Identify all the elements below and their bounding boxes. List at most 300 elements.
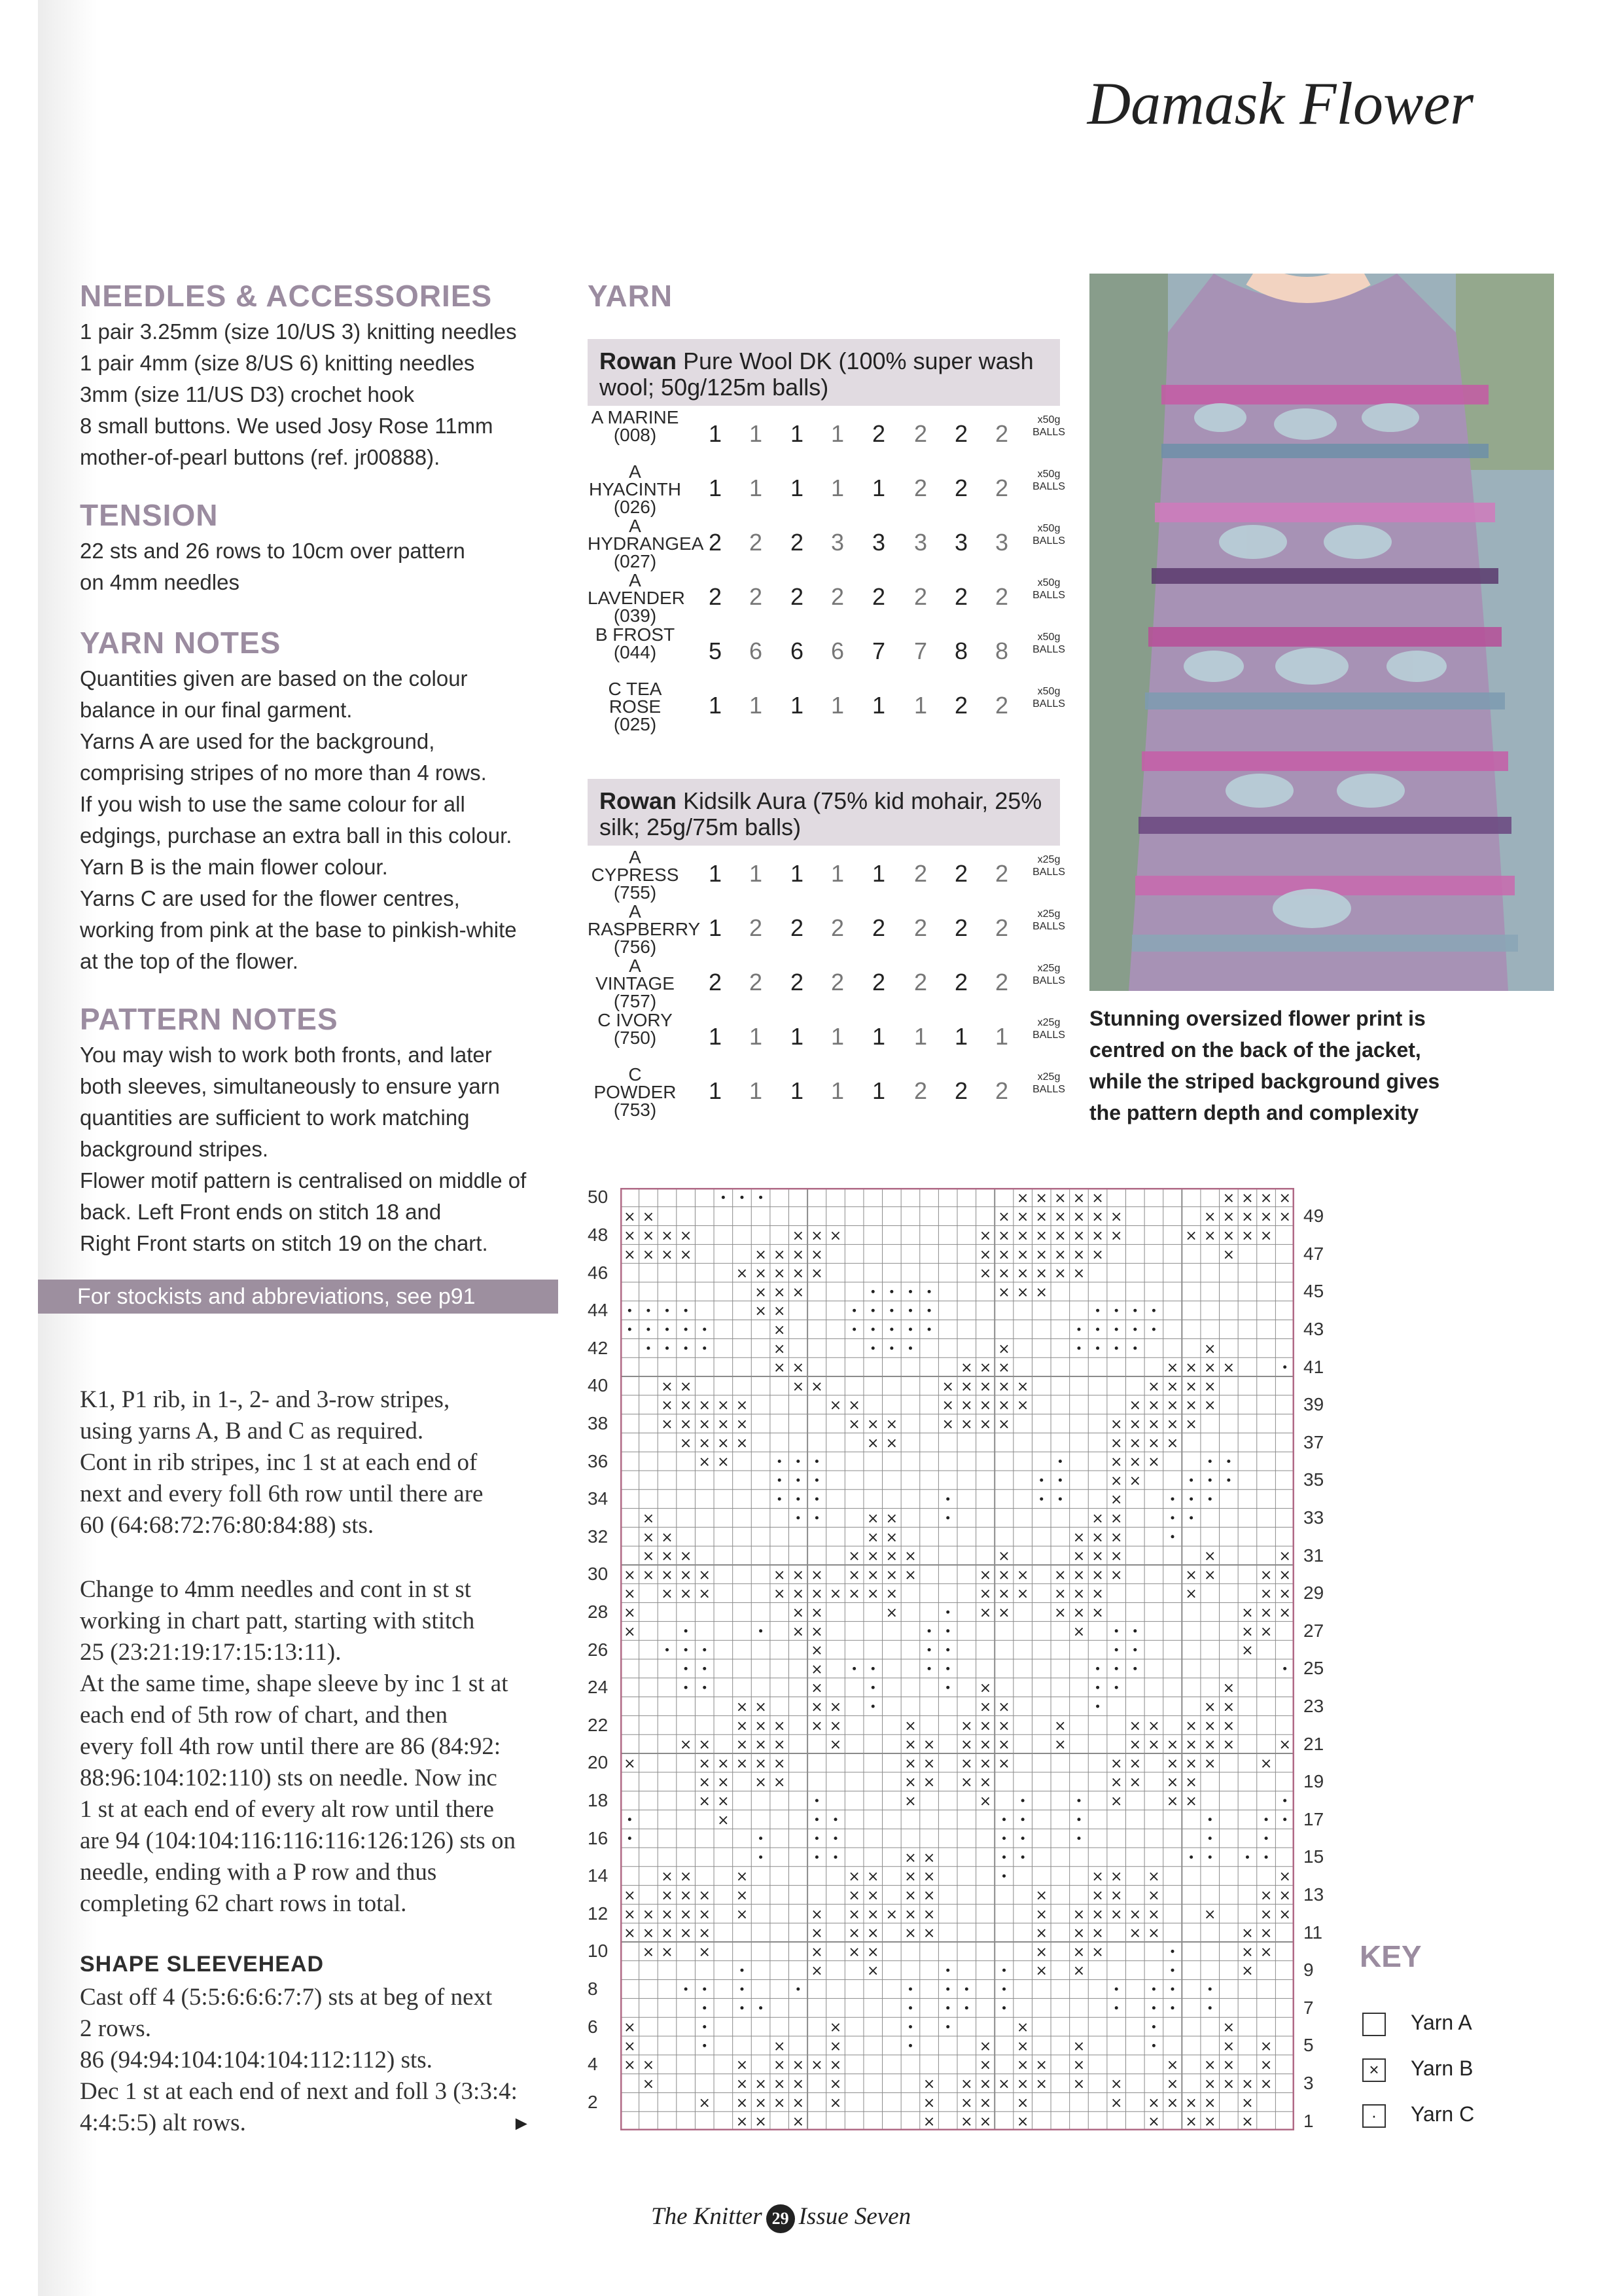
photo-caption: [1089, 1003, 1439, 1128]
chart-stitch-yarn-b: ×: [811, 1567, 823, 1584]
chart-stitch-yarn-b: ×: [1091, 1605, 1104, 1621]
yarn-shade-name: [588, 570, 685, 626]
chart-stitch-yarn-b: ×: [1072, 1567, 1086, 1584]
chart-stitch-yarn-b: ×: [698, 1793, 711, 1810]
chart-stitch-yarn-c: [1096, 1309, 1099, 1312]
chart-stitch-yarn-b: ×: [1222, 1699, 1235, 1715]
chart-stitch-yarn-b: ×: [811, 1717, 823, 1734]
chart-stitch-yarn-b: ×: [1091, 1869, 1104, 1886]
chart-stitch-yarn-b: ×: [979, 1699, 992, 1715]
yarn-quantity: 1: [830, 692, 845, 719]
chart-stitch-yarn-b: ×: [642, 2057, 655, 2074]
chart-stitch-yarn-c: [1133, 1346, 1137, 1350]
needles-line: mother-of-pearl buttons (ref. jr00888).: [80, 445, 440, 469]
chart-stitch-yarn-b: ×: [998, 1736, 1010, 1753]
chart-stitch-yarn-b: ×: [679, 1906, 692, 1923]
chart-stitch-yarn-b: ×: [979, 2094, 992, 2111]
yarn-unit-weight: x50g: [1037, 414, 1061, 425]
yarn-quantity: 7: [913, 637, 928, 664]
chart-stitch-yarn-b: ×: [961, 2094, 973, 2111]
chart-stitch-yarn-b: ×: [661, 1567, 673, 1584]
chart-stitch-yarn-b: ×: [811, 1378, 823, 1395]
chart-stitch-yarn-b: ×: [904, 1567, 917, 1584]
instr-line: are 94 (104:104:116:116:116:126:126) sts on: [80, 1827, 516, 1854]
chart-stitch-yarn-b: ×: [1129, 1755, 1142, 1772]
chart-stitch-yarn-b: ×: [979, 1567, 992, 1584]
chart-stitch-yarn-b: ×: [698, 1397, 711, 1414]
yarn-shade: A LAVENDER: [588, 570, 685, 608]
chart-stitch-yarn-b: ×: [979, 1397, 992, 1414]
yarn-unit: [1029, 522, 1068, 547]
chart-stitch-yarn-c: [1096, 1667, 1099, 1670]
yarn-shade-code: (757): [613, 991, 657, 1011]
chart-stitch-yarn-b: ×: [717, 1397, 730, 1414]
chart-stitch-yarn-c: [1152, 1309, 1156, 1312]
key-item-yarn-c: [1362, 2102, 1474, 2128]
chart-stitch-yarn-b: ×: [848, 1869, 860, 1886]
chart-stitch-yarn-b: ×: [1204, 2057, 1216, 2074]
chart-stitch-yarn-c: [946, 1667, 949, 1670]
yarn-unit-balls: BALLS: [1033, 867, 1065, 878]
chart-stitch-yarn-b: ×: [1035, 1906, 1048, 1923]
chart-stitch-yarn-b: ×: [624, 2038, 636, 2055]
chart-stitch-yarn-c: [890, 1346, 893, 1350]
chart-stitch-yarn-b: ×: [998, 1605, 1010, 1621]
chart-stitch-yarn-b: ×: [1185, 1736, 1197, 1753]
chart-stitch-yarn-c: [853, 1328, 856, 1331]
chart-stitch-yarn-b: ×: [661, 1888, 673, 1904]
chart-stitch-yarn-c: [1096, 1686, 1099, 1689]
chart-stitch-yarn-b: ×: [735, 1717, 749, 1734]
yarn-unit-balls: BALLS: [1033, 698, 1065, 709]
key-label: Yarn A: [1411, 2011, 1472, 2034]
chart-stitch-yarn-b: ×: [1166, 1378, 1179, 1395]
chart-stitch-yarn-b: ×: [829, 1228, 842, 1244]
chart-stitch-yarn-c: [1190, 1498, 1193, 1501]
tension-heading: TENSION: [80, 498, 219, 532]
yarn-unit-weight: x25g: [1037, 854, 1061, 865]
chart-stitch-yarn-c: [665, 1648, 669, 1651]
chart-stitch-yarn-b: ×: [1241, 2076, 1254, 2092]
chart-stitch-yarn-b: ×: [679, 1567, 692, 1584]
chart-stitch-yarn-b: ×: [717, 1774, 730, 1791]
chart-stitch-yarn-b: ×: [1241, 2094, 1254, 2111]
yarn-quantity: 3: [872, 529, 886, 556]
chart-stitch-yarn-b: ×: [1148, 1869, 1160, 1886]
yarn-shade-code: (008): [613, 425, 657, 445]
chart-stitch-yarn-b: ×: [979, 1717, 992, 1734]
chart-stitch-yarn-b: ×: [661, 1869, 673, 1886]
yarn-quantity: 2: [954, 475, 968, 501]
yarn-notes-line: edgings, purchase an extra ball in this colour.: [80, 823, 512, 848]
chart-stitch-yarn-b: ×: [867, 1888, 879, 1904]
chart-stitch-yarn-c: [909, 2044, 912, 2047]
chart-stitch-yarn-b: ×: [773, 1586, 786, 1603]
chart-stitch-yarn-c: [759, 1196, 762, 1199]
chart-stitch-yarn-c: [1209, 1479, 1212, 1482]
chart-stitch-yarn-c: [1021, 1818, 1025, 1821]
chart-stitch-yarn-b: ×: [1072, 1190, 1086, 1207]
instr-line: next and every foll 6th row until there are: [80, 1480, 484, 1507]
instr-line: 86 (94:94:104:104:104:112:112) sts.: [80, 2047, 432, 2073]
chart-stitch-yarn-b: ×: [642, 1906, 655, 1923]
chart-row-label: 27: [1303, 1620, 1324, 1641]
chart-stitch-yarn-b: ×: [1222, 1228, 1235, 1244]
yarn-unit-weight: x25g: [1037, 1071, 1061, 1083]
chart-stitch-yarn-c: [1115, 1309, 1118, 1312]
chart-stitch-yarn-b: ×: [867, 1548, 879, 1565]
chart-stitch-yarn-c: [890, 1309, 893, 1312]
yarn-unit-balls: BALLS: [1033, 975, 1065, 986]
chart-stitch-yarn-c: [946, 1498, 949, 1501]
chart-stitch-yarn-b: ×: [1035, 1944, 1048, 1961]
yarn-quantity: 1: [830, 475, 845, 501]
chart-stitch-yarn-c: [703, 1988, 706, 1991]
chart-stitch-yarn-b: ×: [811, 2057, 823, 2074]
chart-stitch-yarn-b: ×: [923, 1755, 936, 1772]
instr-line: Cast off 4 (5:5:6:6:6:7:7) sts at beg of next: [80, 1984, 493, 2011]
yarn-quantity: 2: [913, 583, 928, 610]
chart-stitch-yarn-c: [703, 1667, 706, 1670]
chart-stitch-yarn-b: ×: [1166, 1416, 1179, 1433]
yarn-quantity: 2: [995, 475, 1009, 501]
chart-stitch-yarn-b: ×: [1241, 1925, 1254, 1942]
chart-stitch-yarn-c: [646, 1346, 650, 1350]
chart-stitch-yarn-b: ×: [998, 1717, 1010, 1734]
chart-row-label: 46: [588, 1262, 609, 1283]
chart-stitch-yarn-b: ×: [1016, 2113, 1029, 2130]
yarn-unit-balls: BALLS: [1033, 427, 1065, 438]
chart-row-label: 41: [1303, 1356, 1324, 1377]
chart-stitch-yarn-b: ×: [792, 1378, 805, 1395]
chart-stitch-yarn-c: [853, 1309, 856, 1312]
chart-row-label: 19: [1303, 1771, 1324, 1792]
chart-stitch-yarn-b: ×: [1110, 1567, 1123, 1584]
chart-stitch-yarn-c: [1152, 2044, 1156, 2047]
chart-stitch-yarn-b: ×: [754, 2094, 767, 2111]
yarn-quantity: 6: [830, 637, 845, 664]
chart-stitch-yarn-b: ×: [811, 1963, 823, 1980]
yarn-row: [588, 899, 1068, 957]
chart-stitch-yarn-b: ×: [773, 1340, 786, 1357]
chart-stitch-yarn-b: ×: [829, 2057, 842, 2074]
chart-stitch-yarn-b: ×: [1035, 1228, 1048, 1244]
yarn-quantity: 2: [749, 969, 763, 996]
chart-stitch-yarn-b: ×: [792, 1605, 805, 1621]
chart-stitch-yarn-b: ×: [1110, 2094, 1123, 2111]
yarn-shade-name: [588, 408, 682, 444]
chart-stitch-yarn-b: ×: [624, 1586, 636, 1603]
yarn-quantity: 2: [913, 420, 928, 447]
chart-stitch-yarn-b: ×: [792, 1284, 805, 1301]
chart-row-label: 39: [1303, 1394, 1324, 1415]
chart-stitch-yarn-c: [796, 1988, 800, 1991]
yarn-quantity: 2: [995, 420, 1009, 447]
chart-stitch-yarn-c: [703, 1648, 706, 1651]
chart-stitch-yarn-b: ×: [624, 1925, 636, 1942]
chart-stitch-yarn-b: ×: [754, 1717, 767, 1734]
chart-stitch-yarn-b: ×: [979, 1246, 992, 1263]
chart-stitch-yarn-c: [796, 1479, 800, 1482]
chart-stitch-yarn-b: ×: [735, 1906, 749, 1923]
chart-stitch-yarn-c: [1115, 1988, 1118, 1991]
chart-stitch-yarn-b: ×: [923, 1774, 936, 1791]
yarn-unit-balls: BALLS: [1033, 1030, 1065, 1041]
chart-stitch-yarn-b: ×: [942, 1397, 954, 1414]
chart-stitch-yarn-c: [703, 2044, 706, 2047]
yarn-quantity: 1: [708, 475, 722, 501]
chart-stitch-yarn-b: ×: [717, 1454, 730, 1471]
chart-row-label: 20: [588, 1752, 609, 1773]
chart-stitch-yarn-c: [946, 1686, 949, 1689]
chart-stitch-yarn-b: ×: [1016, 1397, 1029, 1414]
chart-stitch-yarn-c: [853, 1667, 856, 1670]
yarn-shade-code: (755): [613, 882, 657, 903]
chart-row-label: 8: [588, 1979, 598, 1999]
chart-stitch-yarn-c: [1283, 1365, 1286, 1369]
yarn-shade-name: [588, 680, 682, 733]
yarn-quantity: 1: [830, 420, 845, 447]
chart-stitch-yarn-b: ×: [1279, 1869, 1291, 1886]
yarn-quantity: 1: [913, 1023, 928, 1050]
chart-stitch-yarn-b: ×: [642, 2076, 655, 2092]
instr-line: At the same time, shape sleeve by inc 1 st at: [80, 1670, 508, 1697]
chart-stitch-yarn-b: ×: [867, 1925, 879, 1942]
yarn-shade-name: [588, 1066, 682, 1119]
chart-stitch-yarn-c: [1171, 1498, 1174, 1501]
yarn-shade-code: (753): [613, 1100, 657, 1120]
chart-stitch-yarn-c: [965, 1988, 968, 1991]
chart-stitch-yarn-c: [1265, 1818, 1268, 1821]
chart-stitch-yarn-b: ×: [867, 1869, 879, 1886]
yarn-row: [588, 953, 1068, 1011]
chart-stitch-yarn-b: ×: [1148, 1906, 1160, 1923]
chart-stitch-yarn-b: ×: [1091, 1944, 1104, 1961]
yarn-quantity: 2: [790, 529, 804, 556]
chart-stitch-yarn-c: [684, 1648, 688, 1651]
chart-stitch-yarn-c: [740, 1969, 743, 1972]
chart-stitch-yarn-b: ×: [1016, 2094, 1029, 2111]
chart-stitch-yarn-c: [628, 1818, 631, 1821]
caption-line: the pattern depth and complexity: [1089, 1101, 1419, 1124]
instr-line: K1, P1 rib, in 1-, 2- and 3-row stripes,: [80, 1386, 450, 1413]
chart-row-label: 30: [588, 1564, 609, 1585]
yarn-unit-weight: x25g: [1037, 1017, 1061, 1028]
chart-row-label: 35: [1303, 1469, 1324, 1490]
chart-stitch-yarn-b: ×: [661, 1925, 673, 1942]
chart-stitch-yarn-b: ×: [979, 1416, 992, 1433]
yarn-group2-brand: Rowan: [599, 787, 677, 814]
chart-stitch-yarn-b: ×: [1129, 1473, 1142, 1490]
chart-stitch-yarn-b: ×: [773, 1755, 786, 1772]
chart-stitch-yarn-b: ×: [679, 1548, 692, 1565]
chart-stitch-yarn-b: ×: [1072, 1265, 1086, 1282]
chart-stitch-yarn-b: ×: [904, 1888, 917, 1904]
chart-stitch-yarn-b: ×: [1260, 2038, 1273, 2055]
chart-stitch-yarn-c: [815, 1799, 819, 1803]
chart-stitch-yarn-c: [872, 1290, 875, 1293]
yarn-quantity: 3: [995, 529, 1009, 556]
chart-stitch-yarn-b: ×: [679, 1435, 692, 1452]
chart-stitch-yarn-b: ×: [624, 1228, 636, 1244]
yarn-shade: C POWDER: [593, 1064, 677, 1102]
chart-stitch-yarn-b: ×: [1166, 2057, 1179, 2074]
instr-line: 1 st at each end of every alt row until there: [80, 1796, 494, 1823]
chart-stitch-yarn-b: ×: [735, 2113, 749, 2130]
chart-stitch-yarn-b: ×: [1166, 1755, 1179, 1772]
chart-stitch-yarn-c: [1133, 1328, 1137, 1331]
chart-row-label: 36: [588, 1450, 609, 1471]
chart-stitch-yarn-b: ×: [998, 2076, 1010, 2092]
yarn-shade-code: (027): [613, 551, 657, 571]
chart-row-label: 26: [588, 1639, 609, 1660]
yarn-shade-code: (044): [613, 642, 657, 662]
chart-stitch-yarn-c: [1171, 1535, 1174, 1538]
needles-line: 1 pair 3.25mm (size 10/US 3) knitting needles: [80, 319, 517, 344]
chart-stitch-yarn-b: ×: [885, 1567, 898, 1584]
chart-stitch-yarn-b: ×: [998, 1397, 1010, 1414]
yarn-group2-desc: Kidsilk Aura (75% kid mohair, 25% silk; 25g/75m balls): [599, 787, 1042, 840]
chart-row-label: 3: [1303, 2073, 1314, 2093]
yarn-quantity: 6: [749, 637, 763, 664]
chart-stitch-yarn-b: ×: [1035, 1888, 1048, 1904]
chart-stitch-yarn-b: ×: [1035, 1963, 1048, 1980]
instr-line: completing 62 chart rows in total.: [80, 1890, 407, 1917]
chart-stitch-yarn-c: [872, 1309, 875, 1312]
chart-stitch-yarn-b: ×: [904, 1850, 917, 1867]
chart-stitch-yarn-b: ×: [1166, 1774, 1179, 1791]
chart-stitch-yarn-c: [1021, 1799, 1025, 1803]
chart-stitch-yarn-b: ×: [1072, 2038, 1086, 2055]
chart-stitch-yarn-b: ×: [1204, 1755, 1216, 1772]
chart-stitch-yarn-c: [1115, 2006, 1118, 2009]
chart-stitch-yarn-b: ×: [1110, 1906, 1123, 1923]
chart-stitch-yarn-b: ×: [1241, 1963, 1254, 1980]
chart-stitch-yarn-b: ×: [998, 1284, 1010, 1301]
chart-stitch-yarn-b: ×: [1279, 1209, 1291, 1226]
chart-stitch-yarn-b: ×: [1260, 1567, 1273, 1584]
chart-stitch-yarn-b: ×: [1072, 1586, 1086, 1603]
chart-stitch-yarn-c: [1077, 1346, 1080, 1350]
chart-stitch-yarn-b: ×: [904, 1774, 917, 1791]
instr-line: each end of 5th row of chart, and then: [80, 1702, 448, 1729]
yarn-shade-code: (026): [613, 497, 657, 517]
chart-stitch-yarn-b: ×: [1035, 2076, 1048, 2092]
chart-stitch-yarn-c: [872, 1705, 875, 1708]
chart-stitch-yarn-b: ×: [1241, 1209, 1254, 1226]
chart-stitch-yarn-b: ×: [1222, 1209, 1235, 1226]
yarn-quantity: 2: [995, 860, 1009, 887]
yarn-row: [588, 1007, 1068, 1061]
chart-stitch-yarn-b: ×: [923, 2113, 936, 2130]
chart-stitch-yarn-b: ×: [961, 1717, 973, 1734]
chart-stitch-yarn-b: ×: [661, 1246, 673, 1263]
chart-stitch-yarn-b: ×: [1072, 1906, 1086, 1923]
chart-stitch-yarn-c: [872, 1667, 875, 1670]
yarn-unit-balls: BALLS: [1033, 481, 1065, 492]
chart-stitch-yarn-b: ×: [1204, 2076, 1216, 2092]
yarn-unit-weight: x50g: [1037, 523, 1061, 534]
stockists-bar[interactable]: For stockists and abbreviations, see p91: [38, 1280, 558, 1314]
chart-stitch-yarn-b: ×: [642, 1209, 655, 1226]
chart-row-label: 38: [588, 1413, 609, 1433]
chart-stitch-yarn-b: ×: [1260, 2057, 1273, 2074]
page-number: 29: [766, 2204, 795, 2233]
chart-stitch-yarn-b: ×: [1185, 1586, 1197, 1603]
chart-stitch-yarn-b: ×: [792, 1246, 805, 1263]
yarn-notes-line: If you wish to use the same colour for all: [80, 792, 465, 816]
chart-stitch-yarn-b: ×: [773, 2094, 786, 2111]
chart-stitch-yarn-b: ×: [848, 1397, 860, 1414]
chart-stitch-yarn-b: ×: [1185, 1755, 1197, 1772]
yarn-group2-header: [588, 779, 1060, 846]
chart-row-label: 10: [588, 1941, 609, 1962]
yarn-quantity: 2: [830, 583, 845, 610]
chart-row-label: 44: [588, 1300, 609, 1321]
yarn-quantity: 2: [872, 420, 886, 447]
chart-stitch-yarn-c: [815, 1818, 819, 1821]
chart-stitch-yarn-b: ×: [1166, 2076, 1179, 2092]
instr-line: 25 (23:21:19:17:15:13:11).: [80, 1639, 342, 1666]
needles-line: 1 pair 4mm (size 8/US 6) knitting needles: [80, 351, 475, 375]
yarn-unit-balls: BALLS: [1033, 1084, 1065, 1095]
chart-stitch-yarn-b: ×: [1204, 1548, 1216, 1565]
chart-stitch-yarn-b: ×: [811, 1623, 823, 1640]
chart-stitch-yarn-b: ×: [1016, 1246, 1029, 1263]
chart-stitch-yarn-b: ×: [998, 1359, 1010, 1376]
chart-stitch-yarn-b: ×: [829, 1699, 842, 1715]
chart-stitch-yarn-b: ×: [904, 1736, 917, 1753]
chart-stitch-yarn-c: [1209, 1837, 1212, 1840]
pattern-notes-line: back. Left Front ends on stitch 18 and: [80, 1200, 442, 1224]
chart-stitch-yarn-c: [778, 1460, 781, 1463]
chart-stitch-yarn-c: [946, 1629, 949, 1632]
chart-stitch-yarn-b: ×: [773, 1265, 786, 1282]
chart-stitch-yarn-b: ×: [1091, 1586, 1104, 1603]
chart-stitch-yarn-b: ×: [961, 1736, 973, 1753]
chart-stitch-yarn-b: ×: [717, 1812, 730, 1829]
chart-stitch-yarn-c: [1283, 1667, 1286, 1670]
yarn-unit-balls: BALLS: [1033, 644, 1065, 655]
chart-stitch-yarn-c: [946, 1611, 949, 1614]
instr-line: 2 rows.: [80, 2015, 151, 2042]
yarn-quantity: 2: [708, 583, 722, 610]
key-label: Yarn B: [1411, 2056, 1474, 2080]
chart-stitch-yarn-c: [1115, 1629, 1118, 1632]
chart-stitch-yarn-b: ×: [1035, 1246, 1048, 1263]
chart-stitch-yarn-b: ×: [679, 1246, 692, 1263]
yarn-quantity: 2: [749, 583, 763, 610]
chart-row-label: 7: [1303, 1997, 1314, 2018]
chart-row-label: 24: [588, 1677, 609, 1698]
chart-stitch-yarn-b: ×: [1110, 1793, 1123, 1810]
chart-stitch-yarn-b: ×: [1166, 1736, 1179, 1753]
chart-stitch-yarn-c: [946, 2025, 949, 2028]
yarn-row: [588, 567, 1068, 626]
chart-stitch-yarn-b: ×: [1185, 1567, 1197, 1584]
yarn-quantity: 1: [872, 1077, 886, 1104]
yarn-shade-name: [588, 901, 701, 957]
chart-stitch-yarn-c: [1190, 1479, 1193, 1482]
chart-stitch-yarn-b: ×: [867, 1906, 879, 1923]
chart-stitch-yarn-c: [628, 1328, 631, 1331]
chart-stitch-yarn-b: ×: [867, 1567, 879, 1584]
chart-stitch-yarn-b: ×: [1260, 1228, 1273, 1244]
chart-stitch-yarn-b: ×: [811, 1605, 823, 1621]
yarn-quantity: 2: [790, 914, 804, 941]
chart-stitch-yarn-c: [1209, 1856, 1212, 1859]
chart-stitch-yarn-b: ×: [867, 1511, 879, 1527]
